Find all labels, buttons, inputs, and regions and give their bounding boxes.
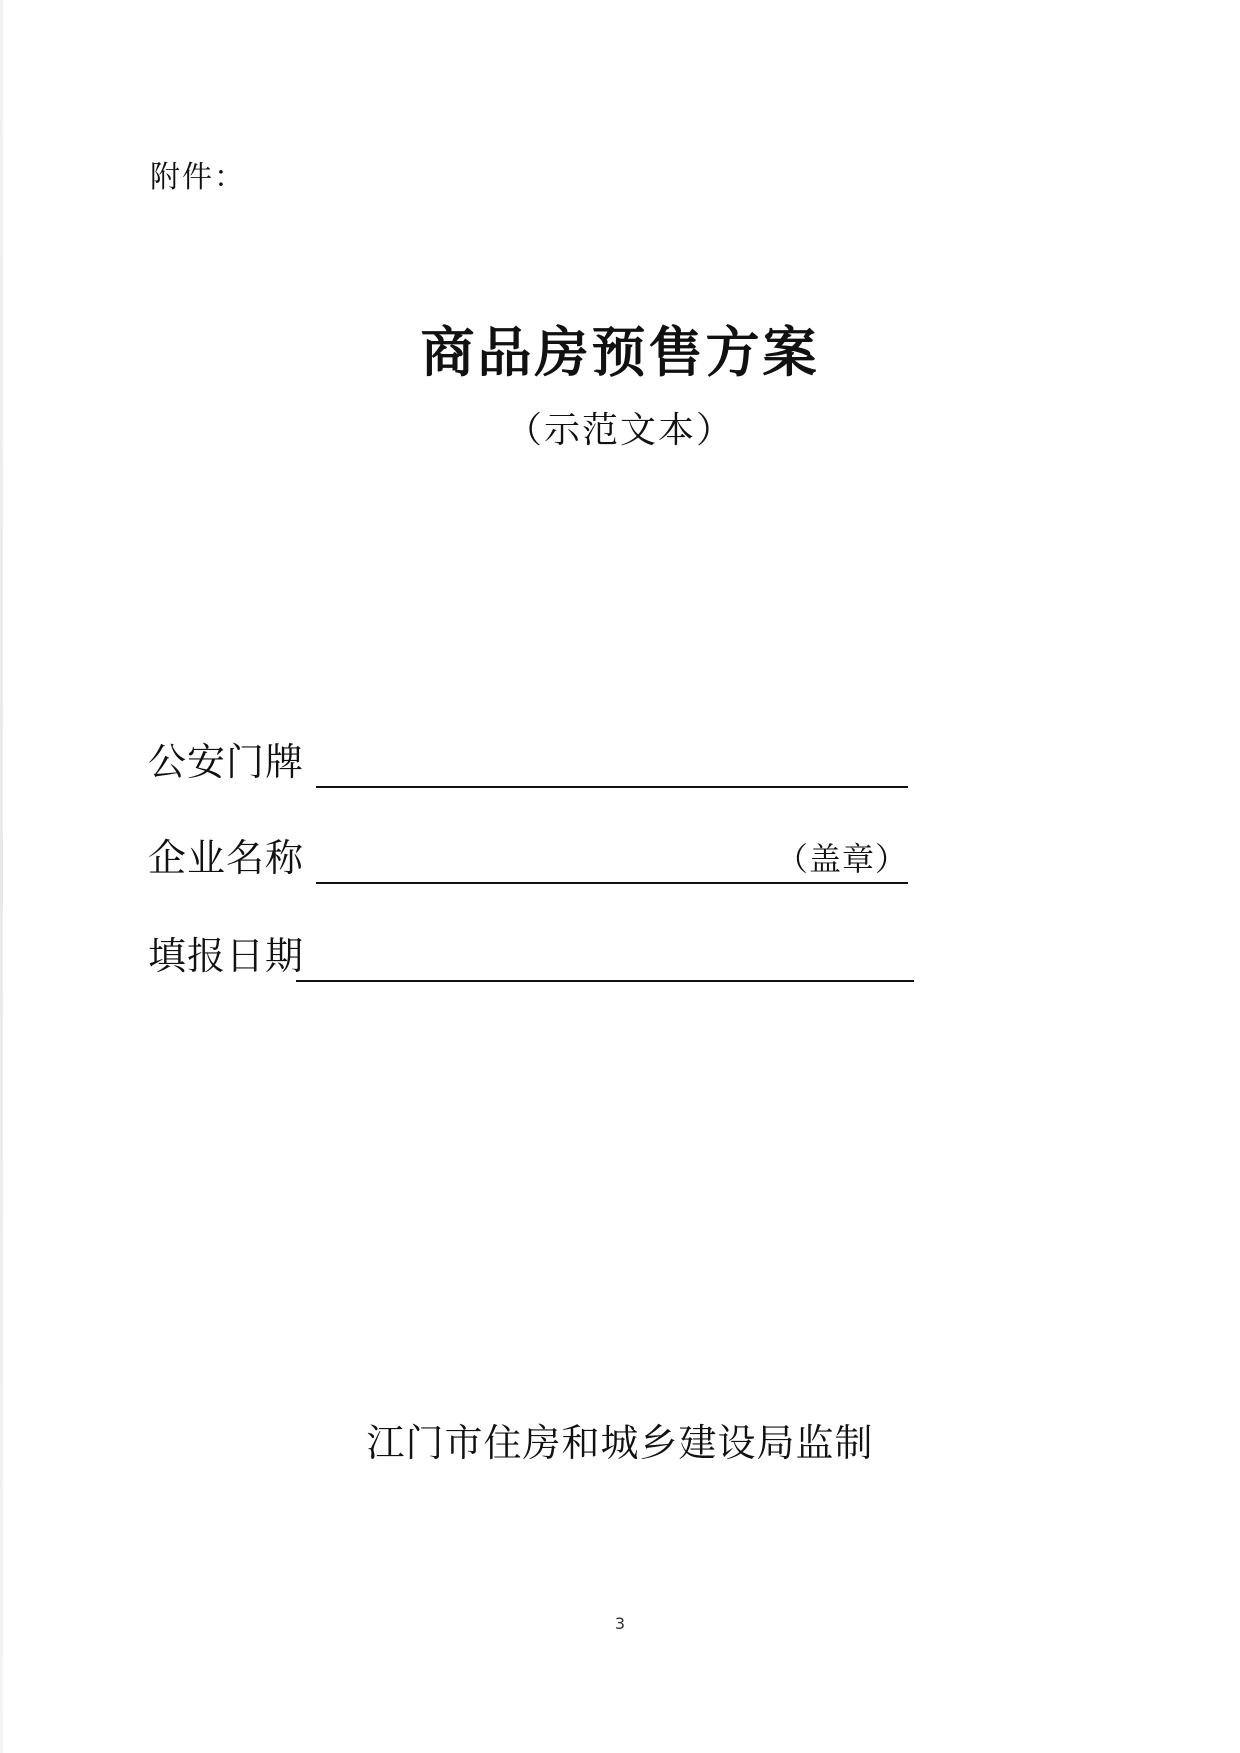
company-name-field-line[interactable]: [316, 882, 908, 884]
form-row-fill-date: [148, 932, 914, 982]
scan-edge: [0, 0, 3, 1753]
document-title: 商品房预售方案: [420, 321, 820, 384]
page-number: 3: [614, 1614, 626, 1633]
fill-date-label: 填报日期: [148, 934, 305, 978]
attachment-label: 附件：: [150, 160, 246, 195]
form-row-company-name: [148, 834, 908, 884]
house-number-field-line[interactable]: [316, 786, 908, 788]
issuer-text: 江门市住房和城乡建设局监制: [366, 1421, 874, 1465]
seal-note: （盖章）: [776, 840, 909, 878]
fill-date-field-line[interactable]: [296, 980, 914, 982]
document-subtitle: （示范文本）: [505, 410, 734, 451]
house-number-label: 公安门牌: [148, 740, 305, 784]
form-row-house-number: [148, 738, 908, 788]
company-name-label: 企业名称: [148, 836, 305, 880]
